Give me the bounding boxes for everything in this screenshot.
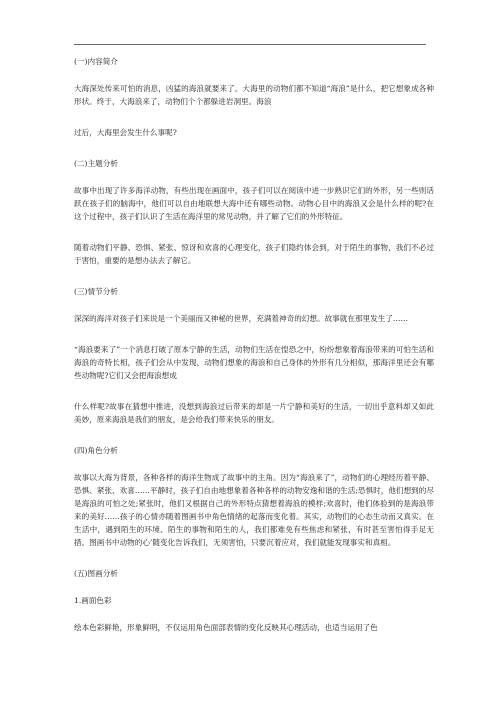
paragraph-plot-2: “海浪要来了”一个消息打破了原本宁静的生活，动物们生活在惶恐之中，纷纷想象着海浪带来的可怕生活和海浪的奇特长相，孩子们会从中发现，动物们想象的海浪和自己身体的外形有几分相似，那海洋里还会有哪些动物呢?它们又会把海浪想成	[74, 345, 434, 380]
document-body	[74, 55, 434, 652]
paragraph-plot-1: 深深的海洋对孩子们来说是一个美丽而又神秘的世界，充满着神奇的幻想。故事就在那里发生了……	[74, 314, 409, 323]
header-rule	[74, 44, 426, 45]
paragraph-intro-1: 大海深处传来可怕的消息，凶猛的海浪就要来了。大海里的动物们都不知道“海浪”是什么，把它想象成各种形状。终于，大海浪来了，动物们个个都躲进岩洞里。海浪	[74, 84, 434, 106]
paragraph-theme-2: 随着动物们平静、恐惧、紧张、惊讶和欢喜的心理变化，孩子们隐约体会到，对于陌生的事物，我们不必过于害怕，重要的是想办法去了解它。	[74, 243, 434, 265]
paragraph-characters: 故事以大海为背景，各种各样的海洋生物成了故事中的主角。因为“海浪来了”，动物们的心理经历着平静、恐惧、紧张、欢喜……平静时，孩子们自由地想象着各种各样的动物安逸和谐的生活;恐惧时，他们想到的尽是海浪的可怕之处;紧张时，他们又根据自己的外形特点猜想着海浪的模样;欢喜时，他们体验到的是海浪带来的美好……孩子的心情亦随着图画书中角色情绪的起落而变化着。其实，动物们的心态生动而又真实。在生活中，遇到陌生的环境、陌生的事物和陌生的人，我们都难免有些焦虑和紧张，有时甚至害怕得手足无措。图画书中动物的心’随变化告诉我们，无须害怕，只要沉着应对，我们就能发现事实和真相。	[74, 473, 434, 547]
section-heading-intro: (一)内容简介	[74, 57, 118, 66]
section-heading-characters: (四)角色分析	[74, 446, 118, 455]
section-heading-plot: (三)情节分析	[74, 287, 118, 296]
paragraph-intro-2: 过后，大海里会发生什么事呢?	[74, 128, 177, 137]
paragraph-color: 绘本色彩鲜艳，形象鲜明，不仅运用角色面部表情的变化反映其心理活动，也适当运用了色	[74, 623, 378, 632]
subsection-heading-color: 1.画面色彩	[74, 596, 112, 605]
section-heading-illustration: (五)图画分析	[74, 569, 118, 578]
paragraph-theme-1: 故事中出现了许多海洋动物，有些出现在画面中，孩子们可以在阅读中进一步熟识它们的外形，另一些则话跃在孩子们的脑海中，他们可以自由地联想大海中还有哪些动物。动物心目中的海浪又会是什么样的呢?在这个过程中，孩子们认识了生活在海洋里的常见动物，并了解了它们的外形特征。	[74, 186, 434, 221]
paragraph-plot-3: 什么样呢?故事在猜想中推进，没想到海浪过后带来的却是一片宁静和美好的生活，一切出乎意料却又如此美妙，原来海浪是我们的朋友，是会给我们带来快乐的朋友。	[74, 402, 434, 424]
section-heading-theme: (二)主题分析	[74, 159, 118, 168]
